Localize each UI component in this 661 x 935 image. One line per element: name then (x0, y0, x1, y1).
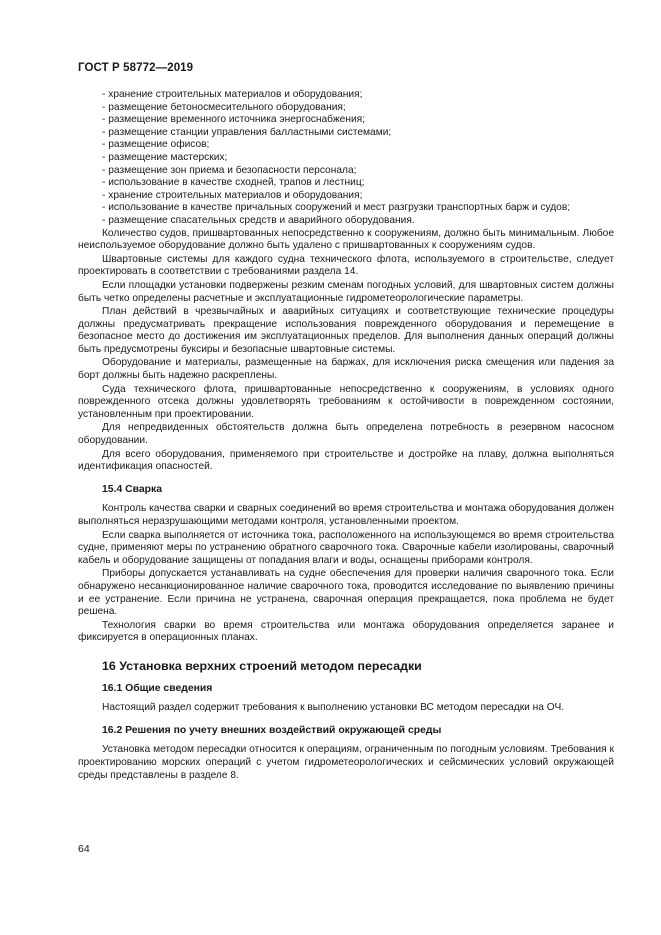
document-header: ГОСТ Р 58772—2019 (78, 62, 194, 74)
list-item: - использование в качестве причальных сооружений и мест разгрузки транспортных барж и судов; (102, 202, 571, 214)
paragraph: Количество судов, пришвартованных непосредственно к сооружениям, должно быть минимальным. Любое неиспользуемое оборудование должно быть удалено с пришвартованных к сооружениям судов. (78, 227, 614, 252)
list-item: - размещение временного источника энергоснабжения; (102, 114, 365, 126)
list-item: - хранение строительных материалов и оборудования; (102, 89, 363, 100)
paragraph: Оборудование и материалы, размещенные на баржах, для исключения риска смещения или падения за борт должны быть надежно раскреплены. (78, 357, 614, 382)
subsection-heading: 16.1 Общие сведения (102, 682, 213, 694)
subsection-heading: 16.2 Решения по учету внешних воздействий окружающей среды (102, 724, 442, 736)
paragraph: Если сварка выполняется от источника тока, расположенного на использующемся во время строительства судне, применяют меры по устранению обратного сварочного тока. Сварочные кабели изолированы, сварочный кабель и оборудование защищены от попадания влаги и воды, оснащены приборами контроля. (78, 529, 614, 566)
subsection-heading: 15.4 Сварка (102, 483, 162, 495)
paragraph: Технология сварки во время строительства или монтажа оборудования определяется заранее и фиксируется в операционных планах. (78, 619, 614, 644)
paragraph: Суда технического флота, пришвартованные непосредственно к сооружениям, в условиях одного поврежденного отсека должны удовлетворять требованиям к остойчивости в поврежденном состоянии, установленным при проектировании. (78, 383, 614, 420)
list-item: - размещение станции управления балластными системами; (102, 126, 392, 138)
paragraph: Швартовные системы для каждого судна технического флота, используемого в строительстве, следует проектировать в соответствии с требованиями раздела 14. (78, 253, 614, 278)
list-item: - размещение офисов; (102, 139, 210, 151)
paragraph: Приборы допускается устанавливать на судне обеспечения для проверки наличия сварочного тока. Если обнаружено несанкционированное наличие сварочного тока, проводится исследование по выявлению причины и ее устранение. Если причина не устранена, сварочная операция прекращается, пока проблема не будет решена. (78, 568, 614, 618)
list-item: - использование в качестве сходней, трапов и лестниц; (102, 177, 365, 189)
list-item: - размещение мастерских; (102, 151, 228, 163)
page-number: 64 (78, 843, 90, 855)
paragraph: План действий в чрезвычайных и аварийных ситуациях и соответствующие технические процедуры должны предусматривать прекращение использования поврежденного оборудования и перемещение в безопасное место до достижения им эксплуатационных пределов. Для выполнения данных операций должны быть предусмотрены буксиры и безопасные швартовные системы. (78, 306, 614, 355)
requirements-list (78, 89, 614, 228)
section-heading: 16 Установка верхних строений методом пересадки (102, 658, 422, 673)
paragraph: Контроль качества сварки и сварных соединений во время строительства и монтажа оборудования должен выполняться неразрушающими методами контроля, установленными проектом. (78, 503, 614, 527)
list-item: - размещение спасательных средств и аварийного оборудования. (102, 214, 415, 226)
list-item: - хранение строительных материалов и оборудования; (102, 189, 363, 201)
paragraph: Для непредвиденных обстоятельств должна быть определена потребность в резервном насосном оборудовании. (78, 422, 614, 447)
list-item: - размещение зон приема и безопасности персонала; (102, 164, 357, 176)
paragraph: Настоящий раздел содержит требования к выполнению установки ВС методом пересадки на ОЧ. (102, 702, 565, 714)
list-item: - размещение бетоносмесительного оборудования; (102, 101, 346, 113)
document-body (78, 89, 614, 783)
paragraph: Для всего оборудования, применяемого при строительстве и достройке на плаву, должна выполняться идентификация опасностей. (78, 448, 614, 473)
paragraph: Если площадки установки подвержены резким сменам погодных условий, для швартовных систем должны быть четко определены расчетные и эксплуатационные гидрометеорологические параметры. (78, 279, 614, 304)
paragraph: Установка методом пересадки относится к операциям, ограниченным по погодным условиям. Требования к проектированию морских операций с учетом гидрометеорологических и сейсмических условий окружающей среды представлены в разделе 8. (78, 744, 614, 781)
